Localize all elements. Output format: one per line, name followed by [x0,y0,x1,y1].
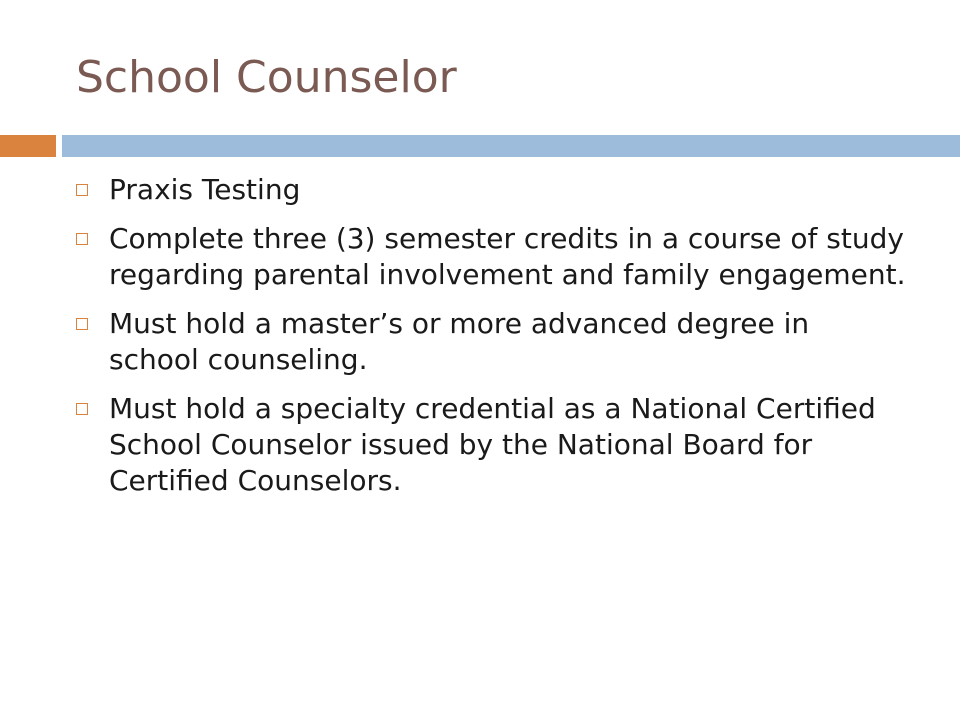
accent-bar-orange [0,135,56,157]
bullet-list [76,172,906,512]
bullet-item-semester-credits [76,221,906,293]
slide-title: School Counselor [76,52,457,103]
bullet-text: Must hold a specialty credential as a National Certified School Counselor issued by the National Board for Certified Counselors. [109,392,876,497]
bullet-item-specialty-credential [76,391,906,499]
bullet-text: Must hold a master’s or more advanced degree in school counseling. [109,307,810,376]
hollow-square-icon [76,184,88,196]
bullet-item-praxis [76,172,906,208]
hollow-square-icon [76,403,88,415]
bullet-text: Praxis Testing [109,173,301,206]
accent-bar-blue [62,135,960,157]
bullet-text: Complete three (3) semester credits in a course of study regarding parental involvement and family engagement. [109,222,906,291]
hollow-square-icon [76,233,88,245]
bullet-item-masters-degree [76,306,906,378]
hollow-square-icon [76,318,88,330]
